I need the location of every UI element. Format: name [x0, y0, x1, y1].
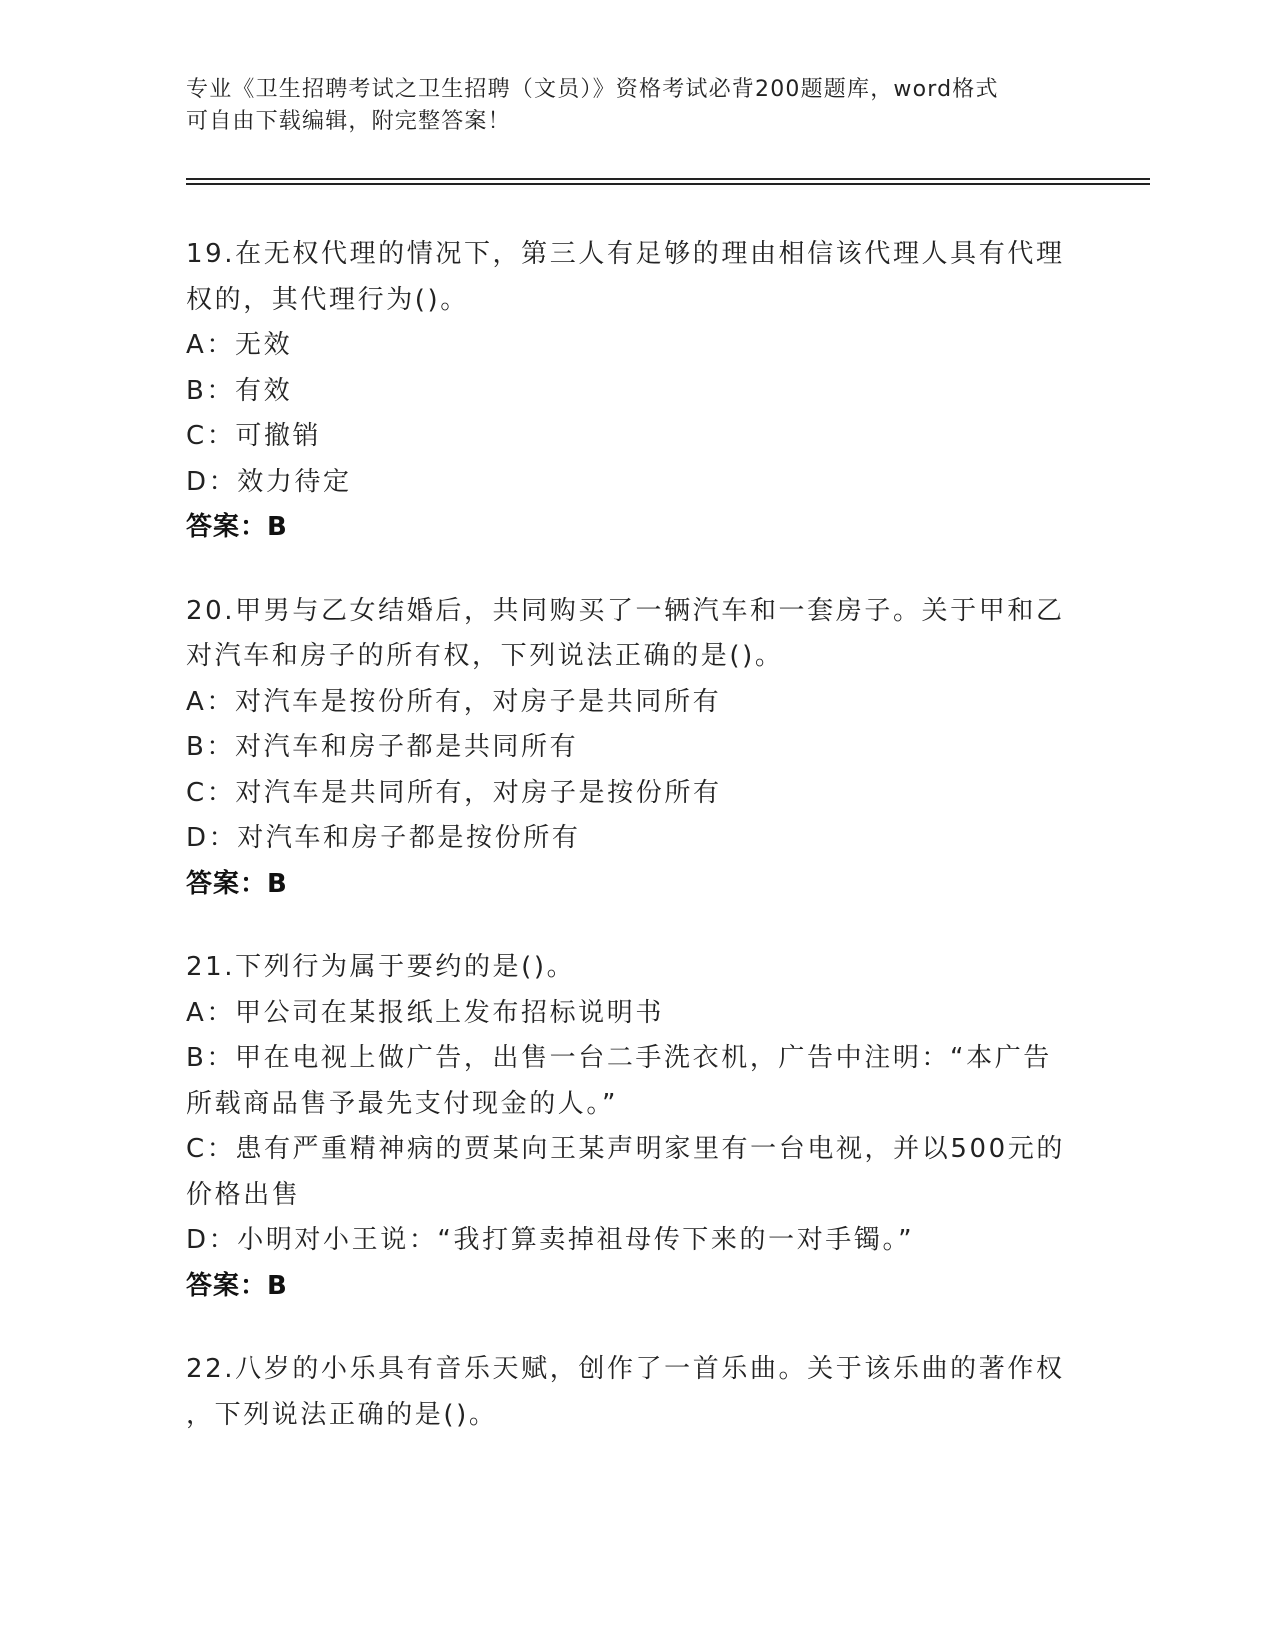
option-c-continued: 价格出售: [186, 1179, 301, 1210]
option-d: D：小明对小王说：“我打算卖掉祖母传下来的一对手镯。”: [186, 1225, 915, 1255]
header-divider-bottom: [186, 183, 1150, 185]
option-b-continued: 所载商品售予最先支付现金的人。”: [186, 1088, 619, 1119]
header-line-1: 专业《卫生招聘考试之卫生招聘（文员）》资格考试必背200题题库，word格式: [186, 77, 999, 102]
question-stem: 21.下列行为属于要约的是()。: [186, 952, 576, 982]
document-header: [186, 74, 1086, 138]
option-c: C：对汽车是共同所有，对房子是按份所有: [186, 777, 722, 808]
option-a: A：甲公司在某报纸上发布招标说明书: [186, 997, 664, 1028]
question-19: [186, 232, 1086, 551]
option-b: B：有效: [186, 375, 293, 406]
option-c: C：可撤销: [186, 421, 322, 451]
option-b: B：对汽车和房子都是共同所有: [186, 732, 579, 762]
option-b: B：甲在电视上做广告，出售一台二手洗衣机，广告中注明：“本广告: [186, 1043, 1052, 1073]
question-20: [186, 589, 1086, 908]
question-stem: 22.八岁的小乐具有音乐天赋，创作了一首乐曲。关于该乐曲的著作权: [186, 1354, 1065, 1384]
option-c: C：患有严重精神病的贾某向王某声明家里有一台电视，并以500元的: [186, 1134, 1065, 1164]
option-d: D：效力待定: [186, 466, 352, 497]
header-divider-top: [186, 178, 1150, 180]
question-22: [186, 1347, 1086, 1438]
question-stem: 权的，其代理行为()。: [186, 284, 469, 315]
question-list: [186, 232, 1086, 1476]
question-21: [186, 945, 1086, 1309]
header-line-2: 可自由下载编辑，附完整答案！: [186, 109, 511, 134]
question-stem: 对汽车和房子的所有权，下列说法正确的是()。: [186, 641, 784, 671]
question-stem: ，下列说法正确的是()。: [186, 1399, 498, 1430]
option-a: A：对汽车是按份所有，对房子是共同所有: [186, 686, 722, 717]
question-stem: 20.甲男与乙女结婚后，共同购买了一辆汽车和一套房子。关于甲和乙: [186, 595, 1065, 626]
answer: 答案：B: [186, 1270, 288, 1301]
option-d: D：对汽车和房子都是按份所有: [186, 823, 581, 853]
answer: 答案：B: [186, 868, 288, 899]
option-a: A：无效: [186, 330, 293, 360]
answer: 答案：B: [186, 512, 288, 542]
question-stem: 19.在无权代理的情况下，第三人有足够的理由相信该代理人具有代理: [186, 239, 1065, 269]
